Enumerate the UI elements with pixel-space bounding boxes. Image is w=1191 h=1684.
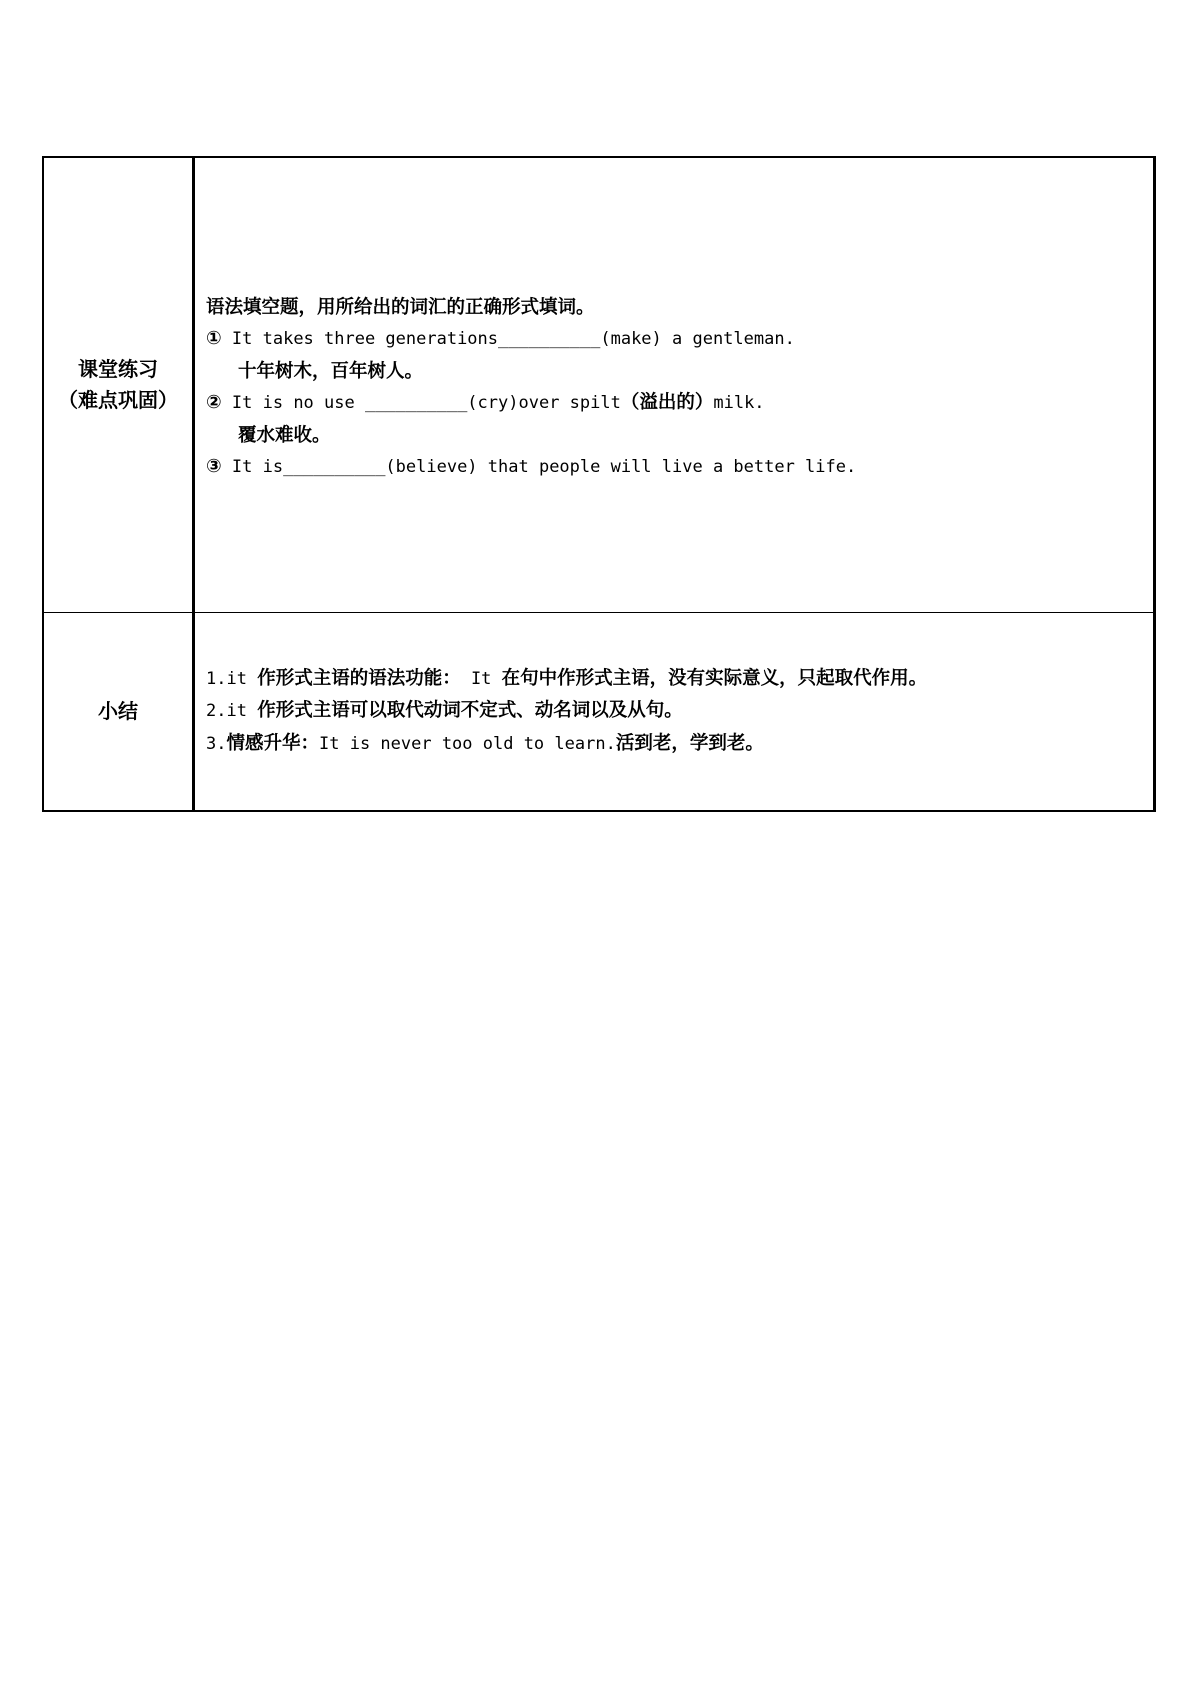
practice-item-2-translation: 覆水难收。 bbox=[238, 424, 331, 446]
point-prefix: 3. bbox=[206, 733, 227, 754]
point-rest: 活到老，学到老。 bbox=[615, 732, 764, 754]
item-number: ① bbox=[206, 328, 222, 350]
item-number: ② bbox=[206, 392, 222, 414]
practice-item-2 bbox=[206, 387, 1153, 420]
summary-point-2 bbox=[206, 695, 1153, 728]
summary-point-1 bbox=[206, 663, 1153, 696]
point-text: 作形式主语的语法功能： bbox=[257, 667, 461, 689]
practice-label-cell bbox=[43, 157, 194, 612]
item-sentence-start: It is no use __________(cry)over spilt bbox=[221, 393, 621, 414]
practice-label-line1: 课堂练习 bbox=[78, 356, 158, 381]
point-prefix: 1.it bbox=[206, 668, 258, 689]
practice-item-1-translation: 十年树木，百年树人。 bbox=[238, 360, 424, 382]
summary-content-cell bbox=[194, 612, 1155, 811]
practice-row bbox=[43, 157, 1155, 612]
item-sentence: It is__________(believe) that people will live a better life. bbox=[221, 457, 857, 478]
point-text: 作形式主语可以取代动词不定式、动名词以及从句。 bbox=[257, 700, 683, 721]
practice-content-cell bbox=[194, 157, 1155, 612]
practice-instruction: 语法填空题，用所给出的词汇的正确形式填词。 bbox=[206, 296, 595, 318]
item-number: ③ bbox=[206, 456, 222, 478]
practice-item-3 bbox=[206, 451, 1153, 484]
summary-point-3 bbox=[206, 728, 1153, 761]
summary-row bbox=[43, 612, 1155, 811]
point-prefix: 2.it bbox=[206, 701, 258, 721]
item-inline-chinese: （溢出的） bbox=[620, 392, 714, 414]
item-sentence: It takes three generations__________(make) a gentleman. bbox=[221, 329, 795, 350]
lesson-table bbox=[42, 156, 1156, 812]
point-english: It is never too old to learn. bbox=[319, 733, 616, 754]
practice-block bbox=[206, 292, 1153, 484]
summary-label-cell bbox=[43, 612, 194, 811]
point-english: It bbox=[460, 668, 502, 689]
point-rest: 在句中作形式主语，没有实际意义，只起取代作用。 bbox=[501, 667, 928, 689]
practice-label-line2: （难点巩固） bbox=[58, 387, 178, 412]
summary-block bbox=[206, 663, 1153, 761]
point-text: 情感升华： bbox=[226, 732, 319, 754]
practice-item-1 bbox=[206, 323, 1153, 356]
item-sentence-end: milk. bbox=[713, 393, 765, 414]
summary-label: 小结 bbox=[98, 698, 138, 723]
